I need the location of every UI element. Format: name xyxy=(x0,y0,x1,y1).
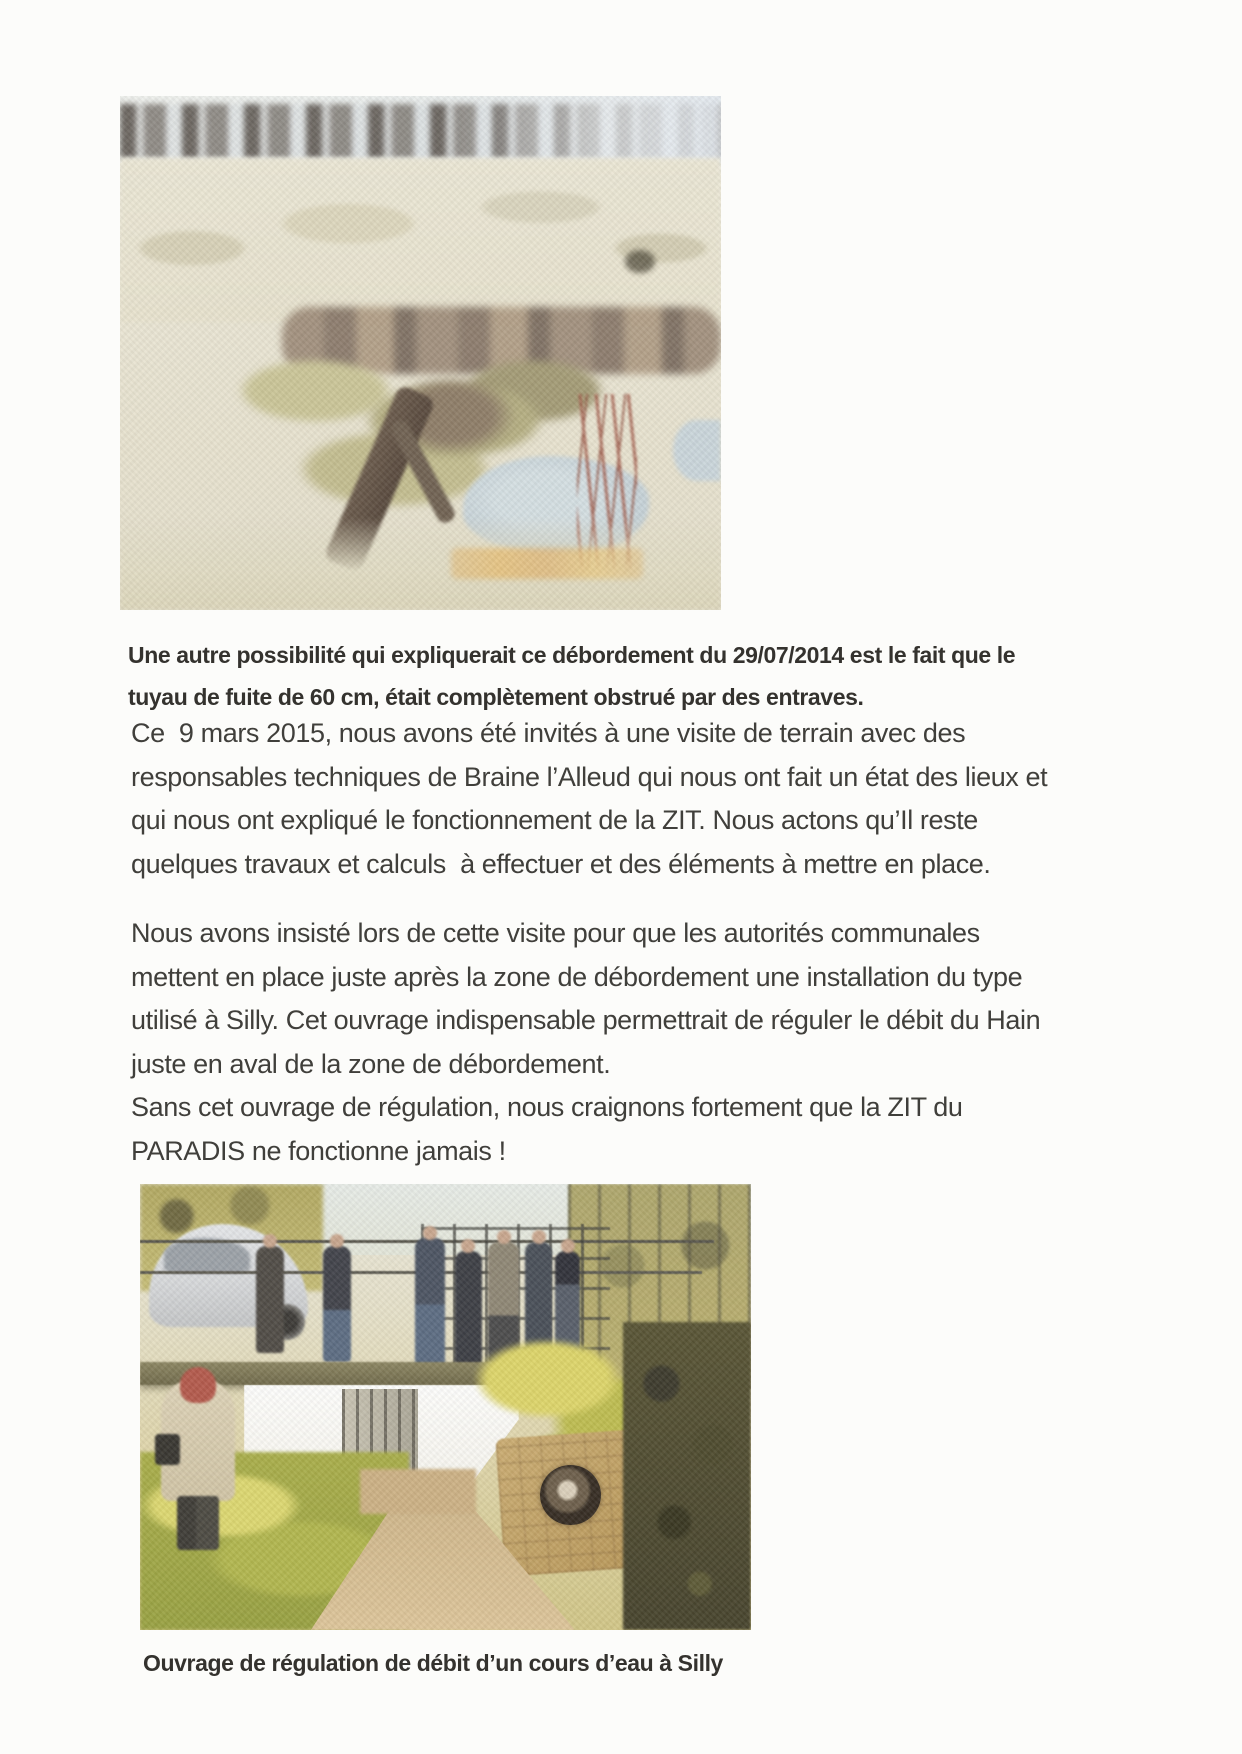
photo-ouvrage-silly xyxy=(140,1184,751,1630)
photo-terrain-debordement xyxy=(120,96,721,610)
caption-line: tuyau de fuite de 60 cm, était complètement obstrué par des entraves. xyxy=(128,684,864,710)
text-line: quelques travaux et calculs à effectuer et des éléments à mettre en place. xyxy=(131,848,991,879)
red-scarf xyxy=(180,1367,217,1403)
photo2-caption xyxy=(143,1642,943,1684)
paragraph-visite-terrain xyxy=(131,712,1111,886)
person xyxy=(256,1246,283,1353)
photo1-caption xyxy=(128,634,1088,718)
text-line: PARADIS ne fonctionne jamais ! xyxy=(131,1135,506,1166)
text-line: juste en aval de la zone de débordement. xyxy=(131,1048,611,1079)
text-line: Ce 9 mars 2015, nous avons été invités à une visite de terrain avec des xyxy=(131,718,966,748)
text-line: responsables techniques de Braine l’Alleud qui nous ont fait un état des lieux et xyxy=(131,761,1048,792)
handbag xyxy=(155,1434,179,1465)
text-line: Nous avons insisté lors de cette visite pour que les autorités communales xyxy=(131,918,980,948)
paragraph-regulation xyxy=(131,912,1111,1173)
culvert-pipe xyxy=(540,1465,601,1525)
person xyxy=(323,1246,350,1362)
text-line: utilisé à Silly. Cet ouvrage indispensable permettrait de réguler le débit du Hain xyxy=(131,1005,1041,1035)
caption-line: Une autre possibilité qui expliquerait ce débordement du 29/07/2014 est le fait que le xyxy=(128,642,1016,668)
dry-grass-field xyxy=(120,158,721,322)
caption-line: Ouvrage de régulation de débit d’un cours d’eau à Silly xyxy=(143,1650,723,1676)
person xyxy=(415,1238,446,1372)
bushes xyxy=(623,1322,751,1630)
text-line: mettent en place juste après la zone de débordement une installation du type xyxy=(131,961,1023,992)
date-stamp xyxy=(451,548,643,579)
text-line: qui nous ont expliqué le fonctionnement de la ZIT. Nous actons qu’Il reste xyxy=(131,805,978,835)
text-line: Sans cet ouvrage de régulation, nous craignons fortement que la ZIT du xyxy=(131,1092,963,1122)
